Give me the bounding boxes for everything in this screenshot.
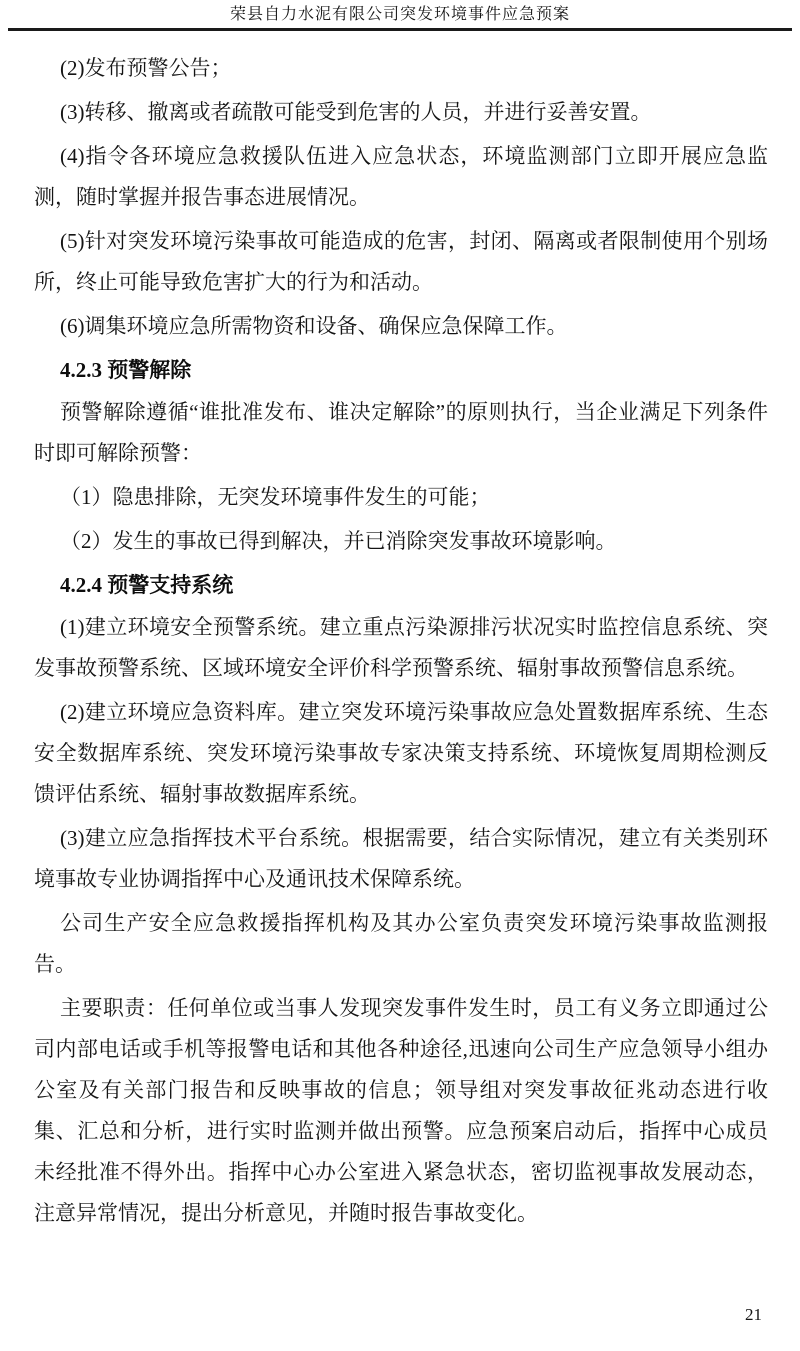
section-heading-4-2-3: 4.2.3 预警解除	[60, 358, 192, 382]
paragraph-condition-1: （1）隐患排除，无突发环境事件发生的可能；	[60, 485, 491, 509]
paragraph-system-2: (2)建立环境应急资料库。建立突发环境污染事故应急处置数据库系统、生态安全数据库系统、突发环境污染事故专家决策支持系统、环境恢复周期检测反馈评估系统、辐射事故数据库系统。	[34, 700, 768, 806]
paragraph-main-duty: 主要职责：任何单位或当事人发现突发事件发生时，员工有义务立即通过公司内部电话或手机等报警电话和其他各种途径,迅速向公司生产应急领导小组办公室及有关部门报告和反映事故的信息；领导组对突发事故征兆动态进行收集、汇总和分析，进行实时监测并做出预警。应急预案启动后，指挥中心成员未经批准不得外出。指挥中心办公室进入紧急状态，密切监视事故发展动态，注意异常情况，提出分析意见，并随时报告事故变化。	[34, 996, 768, 1225]
paragraph-system-1: (1)建立环境安全预警系统。建立重点污染源排污状况实时监控信息系统、突发事故预警系统、区域环境安全评价科学预警系统、辐射事故预警信息系统。	[34, 615, 768, 680]
section-heading-4-2-4: 4.2.4 预警支持系统	[60, 573, 234, 597]
paragraph-condition-2: （2）发生的事故已得到解决，并已消除突发事故环境影响。	[60, 529, 617, 553]
document-body	[34, 31, 768, 1234]
paragraph-item-6: (6)调集环境应急所需物资和设备、确保应急保障工作。	[60, 314, 568, 338]
paragraph-item-3: (3)转移、撤离或者疏散可能受到危害的人员，并进行妥善安置。	[60, 100, 652, 124]
paragraph-item-2: (2)发布预警公告；	[60, 56, 232, 80]
page-header	[0, 0, 800, 31]
paragraph-item-4: (4)指令各环境应急救援队伍进入应急状态，环境监测部门立即开展应急监测，随时掌握并报告事态进展情况。	[34, 144, 768, 209]
page-number: 21	[745, 1305, 762, 1324]
paragraph-warning-lift: 预警解除遵循“谁批准发布、谁决定解除”的原则执行，当企业满足下列条件时即可解除预警：	[34, 400, 768, 465]
paragraph-system-3: (3)建立应急指挥技术平台系统。根据需要，结合实际情况，建立有关类别环境事故专业协调指挥中心及通讯技术保障系统。	[34, 826, 768, 891]
paragraph-item-5: (5)针对突发环境污染事故可能造成的危害，封闭、隔离或者限制使用个别场所，终止可能导致危害扩大的行为和活动。	[34, 229, 768, 294]
paragraph-org-duty: 公司生产安全应急救援指挥机构及其办公室负责突发环境污染事故监测报告。	[34, 911, 768, 976]
header-title: 荣县自力水泥有限公司突发环境事件应急预案	[229, 6, 570, 23]
